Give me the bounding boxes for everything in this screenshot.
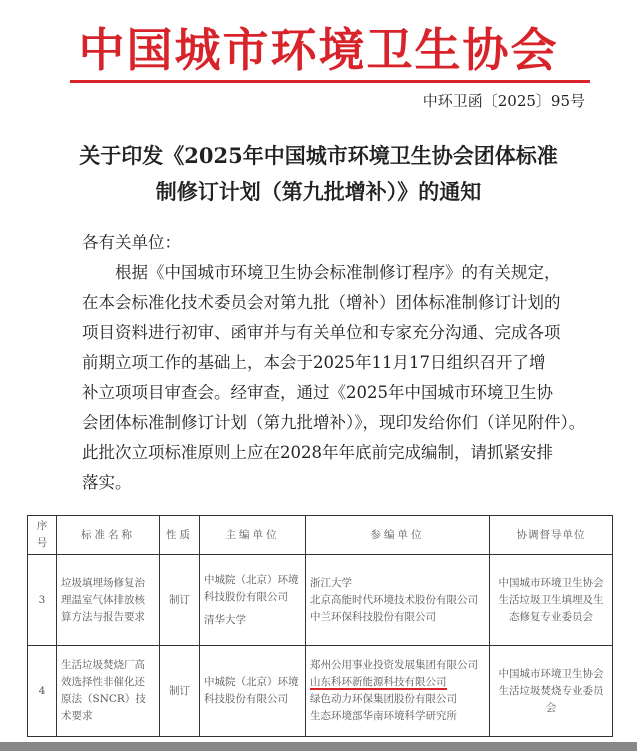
header-no: 序号 bbox=[28, 516, 57, 555]
cell-name: 垃圾填埋场修复治理温室气体排放核算方法与报告要求 bbox=[57, 555, 160, 646]
standards-table bbox=[27, 515, 613, 737]
letterhead-divider bbox=[70, 80, 590, 83]
notice-title-line-1: 关于印发《2025年中国城市环境卫生协会团体标准 bbox=[79, 143, 558, 168]
participant: 中兰环保科技股份有限公司 bbox=[310, 610, 436, 623]
cell-type: 制订 bbox=[160, 555, 200, 646]
participant: 郑州公用事业投资发展集团有限公司 bbox=[310, 659, 478, 671]
lead-unit: 清华大学 bbox=[204, 613, 246, 626]
cell-lead: 中城院（北京）环境科技股份有限公司 bbox=[200, 646, 306, 737]
participant-highlighted bbox=[310, 674, 485, 691]
notice-title-line-2: 制修订计划（第九批增补）》的通知 bbox=[155, 179, 482, 204]
participant: 绿色动力环保集团股份有限公司 bbox=[310, 693, 457, 705]
document-number: 中环卫函〔2025〕95号 bbox=[422, 92, 585, 110]
table-header-row bbox=[28, 516, 613, 555]
cell-name: 生活垃圾焚烧厂高效选择性非催化还原法（SNCR）技术要求 bbox=[57, 646, 160, 737]
cell-participants bbox=[306, 646, 490, 737]
table-row bbox=[28, 555, 613, 646]
header-participants: 参编单位 bbox=[306, 516, 490, 555]
cell-type: 制订 bbox=[160, 646, 200, 737]
lead-unit: 中城院（北京）环境科技股份有限公司 bbox=[204, 573, 299, 603]
body-line: 在本会标准化技术委员会对第九批（增补）团体标准制修订计划的 bbox=[82, 293, 561, 312]
body-line: 会团体标准制修订计划（第九批增补）》，现印发给你们（详见附件）。 bbox=[82, 413, 586, 432]
header-type: 性质 bbox=[160, 516, 200, 555]
cell-supervisor: 中国城市环境卫生协会生活垃圾卫生填埋及生态修复专业委员会 bbox=[490, 555, 613, 646]
cell-supervisor: 中国城市环境卫生协会生活垃圾焚烧专业委员会 bbox=[490, 646, 613, 737]
body-line: 根据《中国城市环境卫生协会标准制修订程序》的有关规定， bbox=[82, 263, 561, 282]
participant: 浙江大学 bbox=[310, 576, 352, 589]
org-letterhead: 中国城市环境卫生协会 bbox=[78, 23, 559, 77]
header-lead: 主编单位 bbox=[200, 516, 306, 555]
participant: 北京高能时代环境技术股份有限公司 bbox=[310, 593, 478, 606]
body-line: 前期立项工作的基础上，本会于2025年11月17日组织召开了增 bbox=[82, 353, 546, 372]
cell-no: 4 bbox=[28, 646, 57, 737]
body-line: 落实。 bbox=[82, 473, 132, 492]
header-name: 标准名称 bbox=[57, 516, 160, 555]
table-row bbox=[28, 646, 613, 737]
notice-body bbox=[82, 258, 586, 498]
body-line: 项目资料进行初审、函审并与有关单位和专家充分沟通、完成各项 bbox=[82, 323, 561, 342]
cell-no: 3 bbox=[28, 555, 57, 646]
page-edge-shadow bbox=[0, 742, 637, 751]
cell-lead bbox=[200, 555, 306, 646]
header-supervisor: 协调督导单位 bbox=[490, 516, 613, 555]
salutation: 各有关单位： bbox=[82, 233, 181, 252]
cell-participants bbox=[306, 555, 490, 646]
body-line: 补立项项目审查会。经审查，通过《2025年中国城市环境卫生协 bbox=[82, 383, 553, 402]
body-line: 此批次立项标准原则上应在2028年年底前完成编制，请抓紧安排 bbox=[82, 443, 553, 462]
participant: 生态环境部华南环境科学研究所 bbox=[310, 710, 457, 722]
participant-underlined: 山东科环新能源科技有限公司 bbox=[310, 676, 447, 688]
